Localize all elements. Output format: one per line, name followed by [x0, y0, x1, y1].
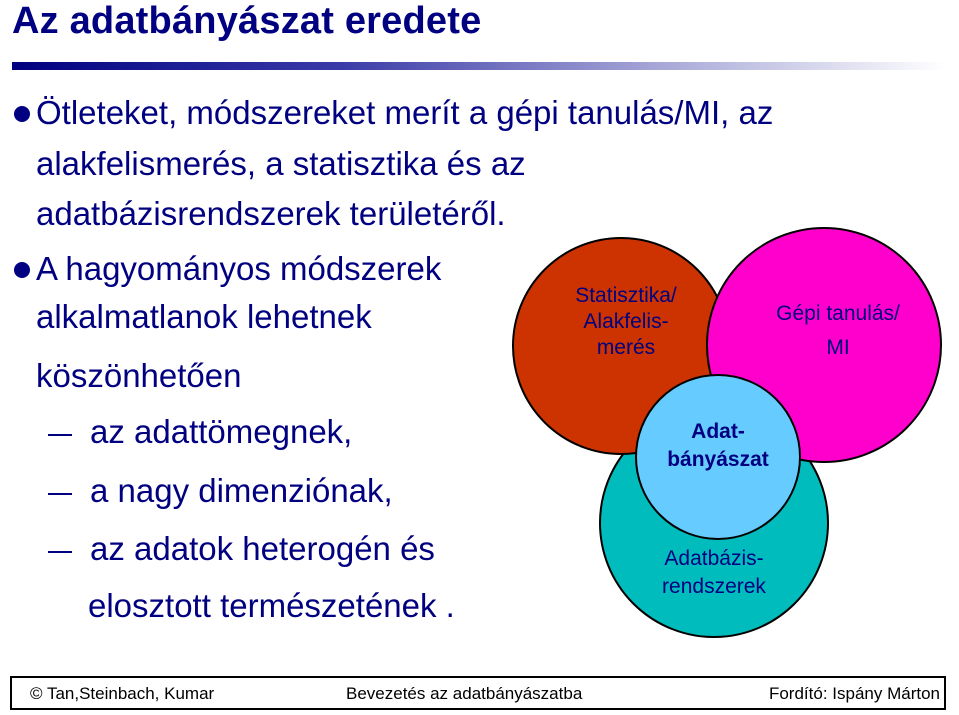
- bullet-2-line-3: köszönhetően: [36, 357, 242, 394]
- footer-copyright: © Tan,Steinbach, Kumar: [30, 684, 215, 703]
- bullet-1-line-2: alakfelismerés, a statisztika és az: [36, 145, 526, 182]
- statistics-label-line-2: Alakfelis-: [583, 310, 669, 333]
- ml-label: [758, 297, 918, 365]
- slide-footer: [10, 676, 946, 710]
- subitem-3: az adatok heterogén és: [90, 530, 435, 567]
- bullet-2-line-2: alkalmatlanok lehetnek: [36, 298, 372, 335]
- databases-label: [634, 545, 794, 601]
- bullet-2-line-1: A hagyományos módszerek: [36, 250, 442, 287]
- databases-label-line-2: rendszerek: [662, 575, 766, 598]
- subitem-1: az adattömegnek,: [90, 413, 353, 450]
- datamining-label-line-1: Adat-: [691, 420, 745, 443]
- statistics-label: [551, 283, 701, 361]
- statistics-label-line-1: Statisztika/: [575, 284, 677, 307]
- datamining-label-line-2: bányászat: [667, 448, 769, 471]
- bullet-1-line-3: adatbázisrendszerek területéről.: [36, 195, 506, 232]
- ml-label-line-1: Gépi tanulás/: [776, 302, 900, 325]
- ml-label-line-2: MI: [826, 336, 850, 359]
- statistics-label-line-3: merés: [596, 336, 656, 359]
- footer-course-title: Bevezetés az adatbányászatba: [346, 684, 583, 703]
- bullet-1-line-1: Ötleteket, módszereket merít a gépi tanulás/MI, az: [36, 94, 774, 131]
- subitem-2: a nagy dimenziónak,: [90, 472, 393, 509]
- datamining-label: [643, 418, 793, 474]
- footer-translator: Fordító: Ispány Márton: [768, 684, 940, 703]
- databases-label-line-1: Adatbázis-: [664, 547, 764, 570]
- subitem-continuation: elosztott természetének .: [88, 587, 455, 624]
- slide-title: Az adatbányászat eredete: [12, 0, 482, 42]
